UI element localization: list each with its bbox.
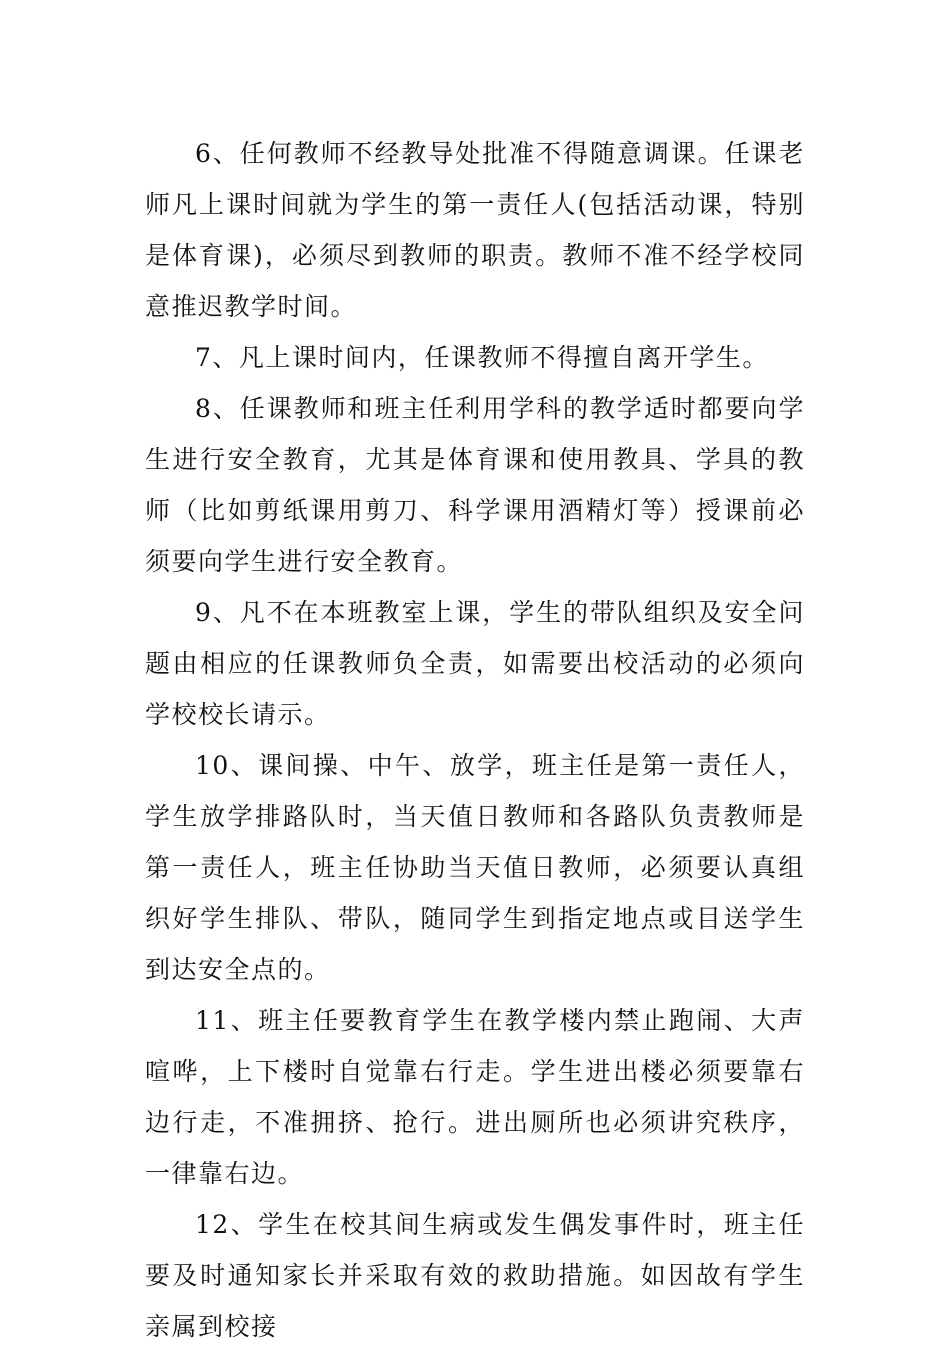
paragraph-9: 9、凡不在本班教室上课，学生的带队组织及安全问题由相应的任课教师负全责，如需要出校活动的必须向学校校长请示。: [145, 598, 805, 729]
paragraph-8: 8、任课教师和班主任利用学科的教学适时都要向学生进行安全教育，尤其是体育课和使用教具、学具的教师（比如剪纸课用剪刀、科学课用酒精灯等）授课前必须要向学生进行安全教育。: [145, 394, 805, 576]
paragraph-7: 7、凡上课时间内，任课教师不得擅自离开学生。: [195, 343, 769, 372]
document-body: [145, 128, 805, 1352]
paragraph-12: 12、学生在校其间生病或发生偶发事件时，班主任要及时通知家长并采取有效的救助措施。如因故有学生亲属到校接: [145, 1210, 805, 1341]
paragraph-11: 11、班主任要教育学生在教学楼内禁止跑闹、大声喧哗，上下楼时自觉靠右行走。学生进出楼必须要靠右边行走，不准拥挤、抢行。进出厕所也必须讲究秩序，一律靠右边。: [145, 1006, 805, 1188]
paragraph-6: 6、任何教师不经教导处批准不得随意调课。任课老师凡上课时间就为学生的第一责任人(包括活动课，特别是体育课)，必须尽到教师的职责。教师不准不经学校同意推迟教学时间。: [145, 139, 805, 321]
paragraph-10: 10、课间操、中午、放学，班主任是第一责任人，学生放学排路队时，当天值日教师和各路队负责教师是第一责任人，班主任协助当天值日教师，必须要认真组织好学生排队、带队，随同学生到指定地点或目送学生到达安全点的。: [145, 751, 805, 984]
